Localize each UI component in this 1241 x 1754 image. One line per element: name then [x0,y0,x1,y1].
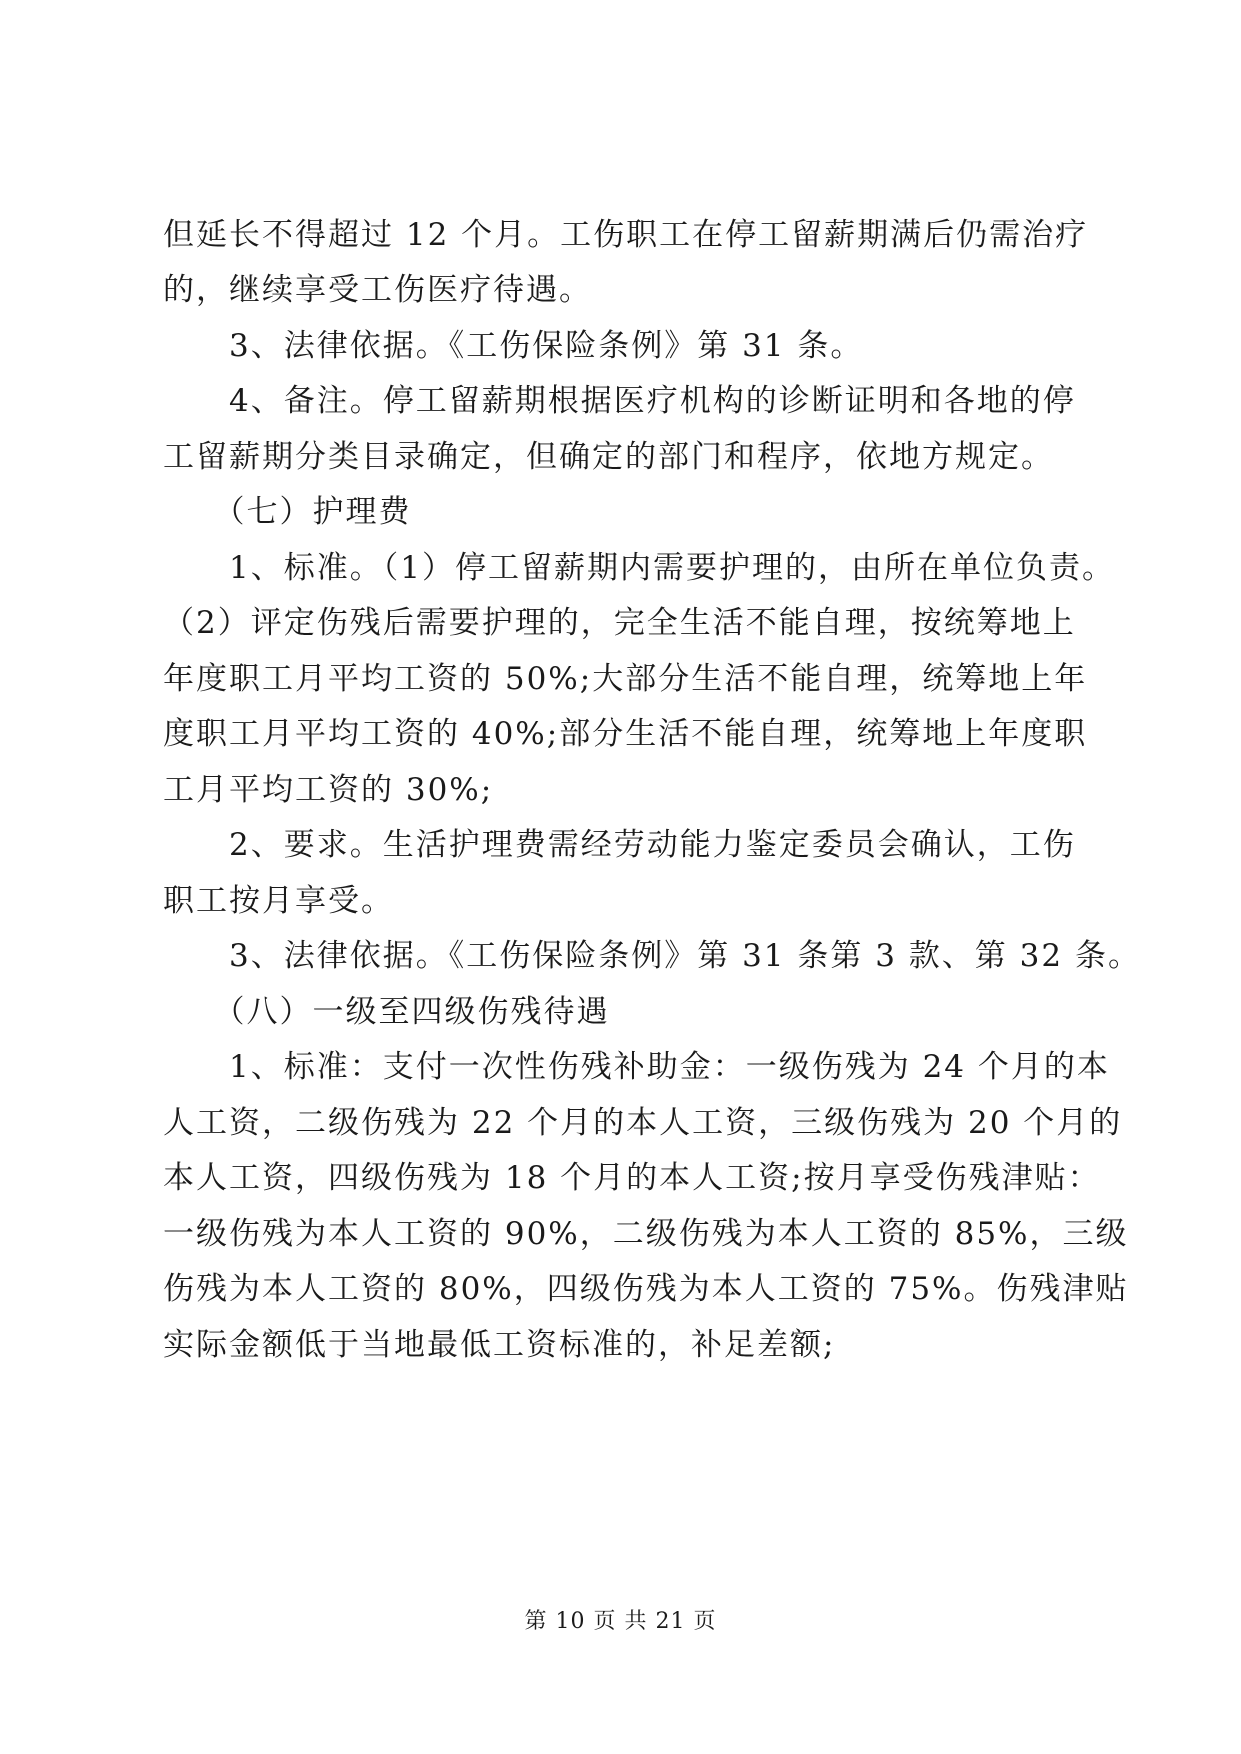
body-line: 2、要求。生活护理费需经劳动能力鉴定委员会确认，工伤 [163,827,1076,863]
body-line: 伤残为本人工资的 80%，四级伤残为本人工资的 75%。伤残津贴 [163,1271,1129,1307]
body-line: 1、标准。（1）停工留薪期内需要护理的，由所在单位负责。 [163,550,1115,586]
section-heading: （七）护理费 [163,494,412,530]
body-line: 一级伤残为本人工资的 90%，二级伤残为本人工资的 85%，三级 [163,1216,1129,1252]
body-line: 本人工资，四级伤残为 18 个月的本人工资;按月享受伤残津贴： [163,1160,1101,1196]
body-line: 工留薪期分类目录确定，但确定的部门和程序，依地方规定。 [163,439,1054,475]
body-line: 实际金额低于当地最低工资标准的，补足差额; [163,1327,836,1363]
body-line: （2）评定伤残后需要护理的，完全生活不能自理，按统筹地上 [163,605,1076,641]
body-line: 3、法律依据。《工伤保险条例》第 31 条第 3 款、第 32 条。 [163,938,1141,974]
body-line: 工月平均工资的 30%; [163,772,494,808]
body-line: 1、标准：支付一次性伤残补助金：一级伤残为 24 个月的本 [163,1049,1110,1085]
page-number-footer: 第 10 页 共 21 页 [524,1609,717,1634]
body-line: 4、备注。停工留薪期根据医疗机构的诊断证明和各地的停 [163,383,1076,419]
body-line: 职工按月享受。 [163,883,394,919]
body-line: 的，继续享受工伤医疗待遇。 [163,272,592,308]
body-line: 年度职工月平均工资的 50%;大部分生活不能自理，统筹地上年 [163,661,1088,697]
body-line: 度职工月平均工资的 40%;部分生活不能自理，统筹地上年度职 [163,716,1088,752]
section-heading: （八）一级至四级伤残待遇 [163,994,610,1030]
body-line: 但延长不得超过 12 个月。工伤职工在停工留薪期满后仍需治疗 [163,217,1089,253]
body-line: 3、法律依据。《工伤保险条例》第 31 条。 [163,328,864,364]
body-line: 人工资，二级伤残为 22 个月的本人工资，三级伤残为 20 个月的 [163,1105,1123,1141]
